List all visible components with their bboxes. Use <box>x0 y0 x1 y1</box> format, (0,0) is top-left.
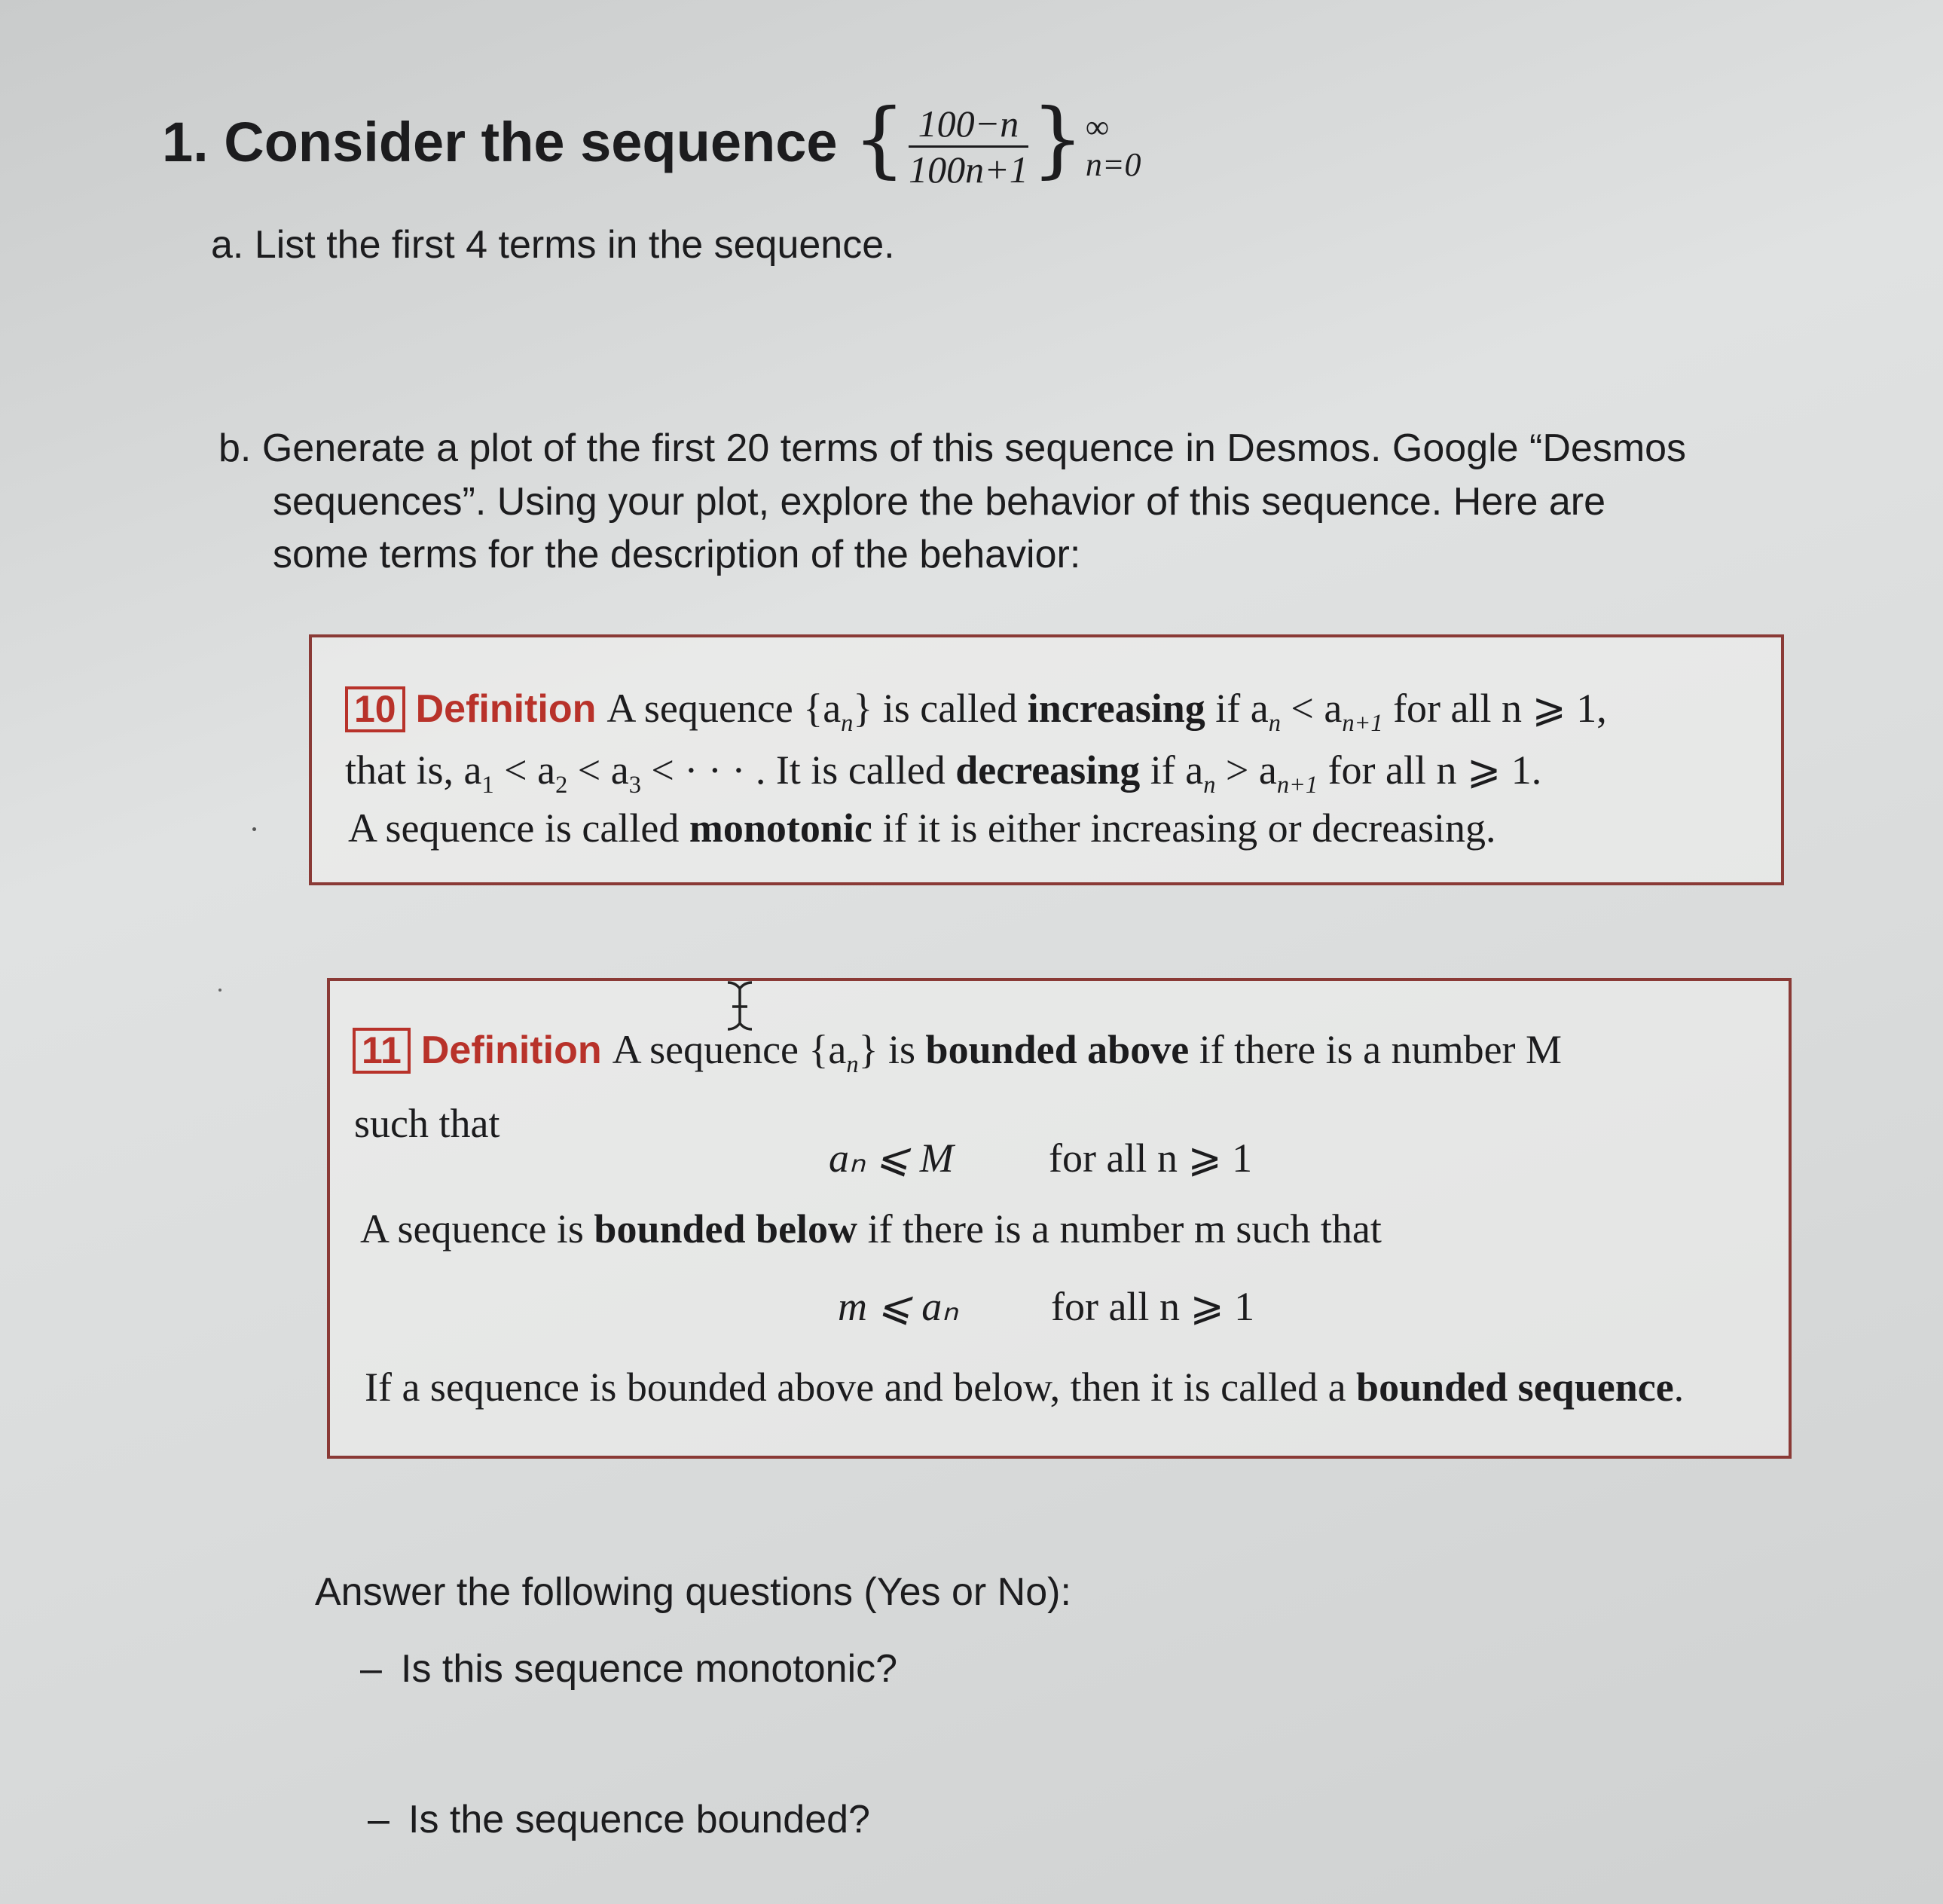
text-cursor-icon <box>723 980 756 1036</box>
close-brace: } <box>1031 90 1084 187</box>
bullet-dash: – <box>368 1798 390 1841</box>
term-monotonic: monotonic <box>689 805 872 851</box>
part-b-line-3: some terms for the description of the behavior: <box>273 533 1081 577</box>
part-b-text-1: Generate a plot of the first 20 terms of this sequence in Desmos. Google “Desmos <box>261 426 1687 470</box>
d11-text: if there is a number M <box>1189 1027 1563 1072</box>
d10-text: < · · · . It is called <box>640 747 956 793</box>
question-monotonic-text: Is this sequence monotonic? <box>401 1647 898 1691</box>
definition-10-number: 10 <box>345 686 405 732</box>
definition-11-line-3 <box>360 1206 1382 1252</box>
part-a-text: List the first 4 terms in the sequence. <box>254 223 895 267</box>
definition-11-label: Definition <box>420 1028 602 1072</box>
definition-10-line-3 <box>348 805 1496 851</box>
inequality-lower-bound-condition: for all n ⩾ 1 <box>1051 1284 1255 1329</box>
d10-text: < a <box>1280 686 1343 731</box>
definition-11-line-2: such that <box>354 1101 500 1146</box>
part-b-label: b. <box>218 426 252 470</box>
d11-text: A sequence is <box>360 1206 594 1252</box>
bullet-dash: – <box>360 1647 382 1691</box>
definition-10-label: Definition <box>415 687 597 731</box>
d10-sub: n <box>1268 709 1281 737</box>
question-title: Consider the sequence <box>224 111 838 173</box>
definition-10-line-1 <box>345 684 1607 738</box>
fraction-numerator: 100−n <box>909 105 1028 148</box>
question-monotonic <box>360 1643 897 1696</box>
d10-sub: n+1 <box>1342 709 1383 737</box>
d10-text: for all n ⩾ 1, <box>1382 686 1607 731</box>
d10-text: A sequence is called <box>348 805 689 851</box>
d10-text: for all n ⩾ 1. <box>1318 747 1542 793</box>
d10-sub: 1 <box>481 771 494 799</box>
question-number: 1. <box>162 111 209 173</box>
upper-limit: ∞ <box>1085 108 1110 145</box>
dust-speck <box>252 827 256 831</box>
question-bounded <box>368 1793 870 1847</box>
d10-text: if a <box>1140 747 1204 793</box>
part-b-line-1 <box>218 422 1686 475</box>
d11-text: A sequence {a <box>612 1027 847 1072</box>
answer-intro: Answer the following questions (Yes or No): <box>315 1570 1071 1614</box>
fraction-denominator: 100n+1 <box>909 148 1028 191</box>
term-decreasing: decreasing <box>955 747 1141 793</box>
d10-sub: n <box>841 709 854 737</box>
d10-text: that is, a <box>345 747 482 793</box>
term-bounded-sequence: bounded sequence <box>1356 1365 1674 1410</box>
question-header <box>162 90 1141 191</box>
inequality-upper-bound: aₙ ⩽ M <box>829 1135 954 1181</box>
d11-text: . <box>1673 1365 1685 1410</box>
part-b-line-2: sequences”. Using your plot, explore the behavior of this sequence. Here are <box>273 479 1606 524</box>
d10-text: < a <box>493 747 556 793</box>
definition-11-line-1 <box>353 1026 1562 1079</box>
term-bounded-above: bounded above <box>925 1027 1190 1072</box>
d10-sub: n <box>1203 771 1216 799</box>
part-b <box>218 422 1686 582</box>
term-bounded-below: bounded below <box>594 1206 858 1252</box>
inequality-upper-bound-condition: for all n ⩾ 1 <box>1049 1135 1253 1181</box>
d10-text: A sequence {a <box>606 686 842 731</box>
d11-sub: n <box>846 1050 859 1078</box>
d10-text: > a <box>1215 747 1277 793</box>
part-a-label: a. <box>211 223 244 267</box>
lower-limit: n=0 <box>1085 146 1141 184</box>
d10-sub: 3 <box>628 771 641 799</box>
dust-speck <box>218 989 221 992</box>
definition-10-line-2 <box>345 746 1541 799</box>
d10-text: < a <box>567 747 629 793</box>
inequality-lower-bound: m ⩽ aₙ <box>838 1284 958 1329</box>
d10-text: if it is either increasing or decreasing. <box>872 805 1496 851</box>
part-a <box>211 219 895 272</box>
d10-sub: 2 <box>555 771 568 799</box>
definition-11-number: 11 <box>353 1028 411 1074</box>
d11-text: If a sequence is bounded above and below, then it is called a <box>365 1365 1357 1410</box>
d10-text: if a <box>1205 686 1269 731</box>
d11-text: } is <box>858 1027 926 1072</box>
sequence-fraction <box>909 102 1028 191</box>
d10-sub: n+1 <box>1276 771 1318 799</box>
d11-text: if there is a number m such that <box>857 1206 1382 1252</box>
open-brace: { <box>853 90 906 187</box>
question-bounded-text: Is the sequence bounded? <box>408 1798 870 1841</box>
definition-11-line-4 <box>365 1364 1684 1410</box>
sequence-limits <box>1086 108 1141 185</box>
d10-text: } is called <box>853 686 1028 731</box>
term-increasing: increasing <box>1027 686 1205 731</box>
